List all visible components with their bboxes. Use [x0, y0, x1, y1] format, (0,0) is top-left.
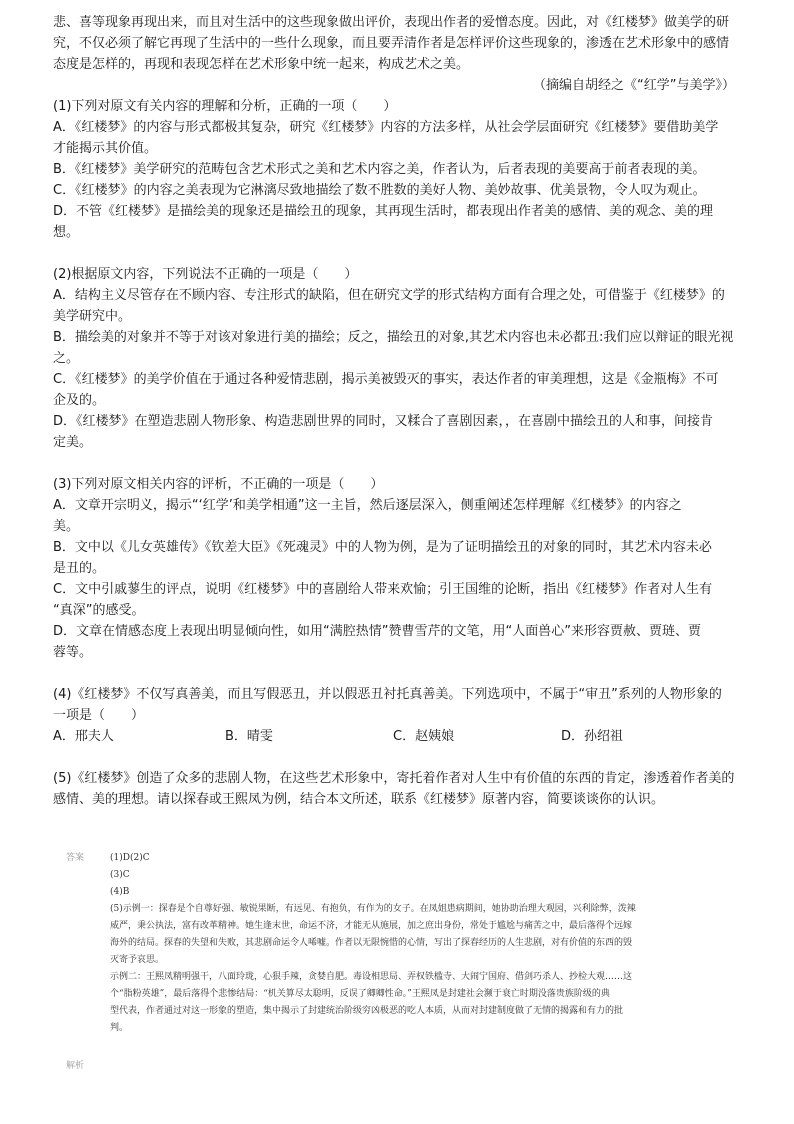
- option-b: B．晴雯: [225, 729, 273, 744]
- question-2: [53, 264, 743, 453]
- option-line: C．文中引戚蓼生的评点，说明《红楼梦》中的喜剧给人带来欢愉；引王国维的论断，指出《红楼梦》作者对人生有: [53, 582, 713, 597]
- answer-label: 答案: [66, 853, 85, 863]
- answer-line: 灭寄予哀思。: [110, 955, 165, 965]
- option-line: D．不管《红楼梦》是描绘美的现象还是描绘丑的现象，其再现生活时，都表现出作者美的感情、美的观念、美的理: [53, 204, 714, 219]
- analysis-label: 解析: [66, 1061, 85, 1071]
- answer-line: 示例二：王熙凤精明强干，八面玲珑，心狠手辣，贪婪自肥。毒设相思局、弄权铁槛寺、大闹宁国府、借剑巧杀人、抄检大观……这: [110, 972, 633, 982]
- question-line: (5)《红楼梦》创造了众多的悲剧人物，在这些艺术形象中，寄托着作者对人生中有价值的东西的肯定，渗透着作者美的: [53, 771, 735, 786]
- answer-line: 判。: [110, 1023, 129, 1033]
- option-c: C．赵姨娘: [393, 729, 455, 744]
- passage-line: 究，不仅必须了解它再现了生活中的一些什么现象，而且要弄清作者是怎样评价这些现象的，渗透在艺术形象中的感情: [53, 36, 730, 51]
- answer-line: 型代表，作者通过对这一形象的塑造，集中揭示了封建统治阶级穷凶极恶的吃人本质，从而对封建制度做了无情的揭露和有力的批: [110, 1006, 624, 1016]
- option-line: 才能揭示其价值。: [53, 141, 158, 156]
- answer-line: 个“脂粉英雄”，最后落得个悲惨结局：“机关算尽太聪明，反误了卿卿性命。”王熙凤是封建社会濒于衰亡时期没落贵族阶级的典: [110, 989, 610, 999]
- option-line: 之。: [53, 351, 80, 366]
- option-line: C．《红楼梦》的美学价值在于通过各种爱情悲剧，揭示美被毁灭的事实，表达作者的审美理想，这是《金瓶梅》不可: [53, 372, 719, 387]
- option-line: A．结构主义尽管存在不顾内容、专注形式的缺陷，但在研究文学的形式结构方面有合理之处，可借鉴于《红楼梦》的: [53, 288, 725, 303]
- option-d: D．孙绍祖: [561, 729, 624, 744]
- option-line: 蓉等。: [53, 645, 93, 660]
- option-line: A．《红楼梦》的内容与形式都极其复杂，研究《红楼梦》内容的方法多样，从社会学层面研究《红楼梦》要借助美学: [53, 120, 719, 135]
- option-line: 美学研究中。: [53, 309, 132, 324]
- question-5: [53, 768, 743, 810]
- option-line: A．文章开宗明义，揭示“‘红学’和美学相通”这一主旨，然后逐层深入，侧重阐述怎样理解《红楼梦》的内容之: [53, 498, 682, 513]
- question-4: [53, 684, 743, 747]
- answer-line: (3)C: [110, 870, 130, 880]
- question-line: 感情、美的理想。请以探春或王熙凤为例，结合本文所述，联系《红楼梦》原著内容，简要谈谈你的认识。: [53, 792, 665, 807]
- spacer: [53, 453, 743, 474]
- option-line: 是丑的。: [53, 561, 106, 576]
- question-line: (4)《红楼梦》不仅写真善美，而且写假恶丑，并以假恶丑衬托真善美。下列选项中，不属于“审丑”系列的人物形象的: [53, 687, 722, 702]
- answer-line: (4)B: [110, 887, 130, 897]
- answer-line: (1)D(2)C: [110, 853, 150, 863]
- spacer: [53, 663, 743, 684]
- option-line: 定美。: [53, 435, 93, 450]
- spacer: [53, 243, 743, 264]
- option-a: A．邢夫人: [53, 729, 114, 744]
- answer-line: 海外的结局。探春的失望和失败，其悲剧命运令人唏嘘。作者以无限惋惜的心情，写出了探春经历的人生悲剧，对有价值的东西的毁: [110, 938, 633, 948]
- question-line: (3)下列对原文相关内容的评析，不正确的一项是（ ）: [53, 477, 384, 492]
- option-line: B．描绘美的对象并不等于对该对象进行美的描绘；反之，描绘丑的对象,其艺术内容也未必都丑:我们应以辩证的眼光视: [53, 330, 734, 345]
- question-line: 一项是（ ）: [53, 708, 145, 723]
- option-line: 想。: [53, 225, 80, 240]
- q4-options: [53, 726, 743, 747]
- question-3: [53, 474, 743, 663]
- option-line: 企及的。: [53, 393, 106, 408]
- answer-section: [66, 850, 726, 1037]
- question-line: (2)根据原文内容，下列说法不正确的一项是（ ）: [53, 267, 358, 282]
- answer-line: 威严，秉公执法，富有改革精神。她生逢末世，命运不济，才能无从施展，加之庶出身份，常处于尴尬与痛苦之中，最后落得个远嫁: [110, 921, 633, 931]
- passage-line: 态度是怎样的，再现和表现怎样在艺术形象中统一起来，构成艺术之美。: [53, 57, 470, 72]
- option-line: D．文章在情感态度上表现出明显倾向性，如用“满腔热情”赞曹雪芹的文笔，用“人面兽心”来形容贾赦、贾琏、贾: [53, 624, 701, 639]
- answer-body: [110, 850, 726, 1037]
- option-line: B．文中以《儿女英雄传》《钦差大臣》《死魂灵》中的人物为例，是为了证明描绘丑的对象的同时，其艺术内容未必: [53, 540, 712, 555]
- question-line: (1)下列对原文有关内容的理解和分析，正确的一项（ ）: [53, 99, 397, 114]
- main-content: [53, 12, 743, 810]
- passage-line: 悲、喜等现象再现出来，而且对生活中的这些现象做出评价，表现出作者的爱憎态度。因此，对《红楼梦》做美学的研: [53, 15, 730, 30]
- option-line: C．《红楼梦》的内容之美表现为它淋漓尽致地描绘了数不胜数的美好人物、美妙故事、优美景物，令人叹为观止。: [53, 183, 706, 198]
- answer-line: (5)示例一：探春是个自尊好强、敏锐果断，有远见、有抱负，有作为的女子。在凤姐患病期间，她协助治理大观园，兴利除弊，泼辣: [110, 904, 636, 914]
- option-line: D．《红楼梦》在塑造悲剧人物形象、构造悲剧世界的同时，又糅合了喜剧因素，，在喜剧中描绘丑的人和事，间接肯: [53, 414, 714, 429]
- option-line: 美。: [53, 519, 80, 534]
- question-1: [53, 96, 743, 243]
- option-line: “真深”的感受。: [53, 603, 145, 618]
- option-line: B．《红楼梦》美学研究的范畴包含艺术形式之美和艺术内容之美，作者认为，后者表现的美要高于前者表现的美。: [53, 162, 706, 177]
- spacer: [53, 747, 743, 768]
- passage-source: （摘编自胡经之《“红学”与美学》）: [533, 78, 735, 93]
- passage: [53, 12, 743, 96]
